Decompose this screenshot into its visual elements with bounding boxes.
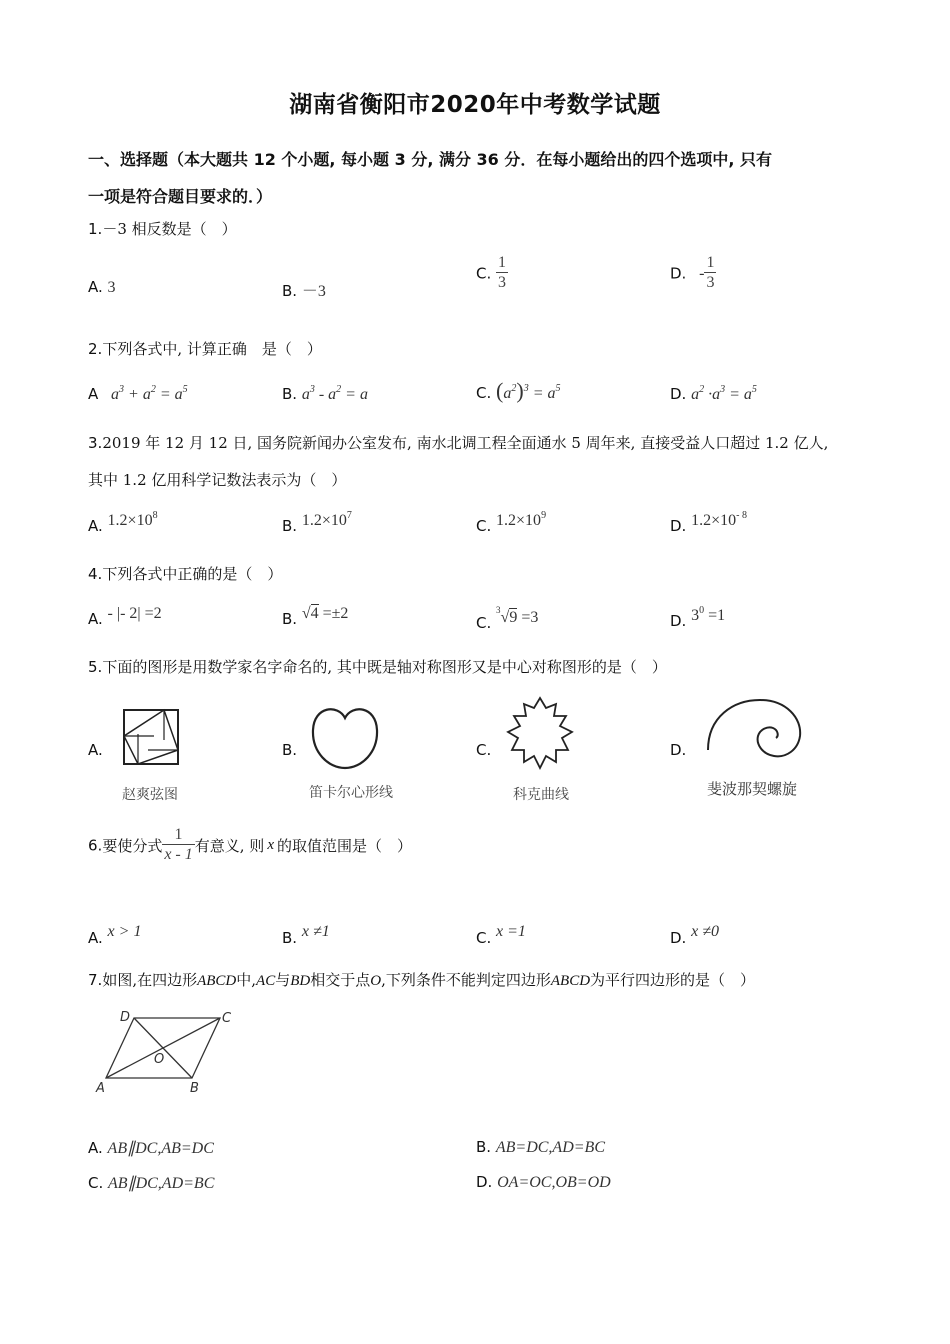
fraction-numerator: 1	[706, 254, 715, 271]
q3-option-d-exp: - 8	[736, 510, 747, 521]
q1-number: 1.	[88, 220, 103, 238]
q1-option-d-fraction	[704, 254, 716, 293]
radicand: 4	[310, 605, 319, 622]
q3-option-c-exp: 9	[541, 510, 547, 521]
q7-text-1: 如图,在四边形	[102, 971, 198, 989]
q3-number: 3.	[88, 434, 103, 452]
q4-option-b-label: B.	[282, 610, 298, 628]
q6-fraction	[162, 826, 194, 865]
q7-stem	[88, 969, 755, 990]
q6-variable: x	[267, 837, 274, 853]
q4-text: 下列各式中正确的是（ ）	[102, 565, 283, 583]
section-header-line2: 一项是符合题目要求的．）	[88, 187, 273, 206]
q3-option-d-expr	[691, 512, 747, 529]
q4-option-b-rest: =±2	[318, 605, 349, 622]
q4-option-c-rest: =3	[517, 609, 539, 626]
fraction-denominator: x - 1	[164, 846, 193, 863]
q6-option-c-label: C.	[476, 929, 492, 947]
q3-option-b-expr	[302, 512, 352, 529]
q2-option-a[interactable]	[88, 384, 188, 404]
q3-option-a[interactable]	[88, 510, 158, 535]
vertex-label-d: D	[120, 1010, 131, 1025]
q7-abcd-2: ABCD	[550, 973, 591, 989]
q7-option-d-label: D.	[476, 1173, 493, 1191]
q4-option-c-expr: $^3$√9 =3	[496, 605, 539, 626]
q1-option-d[interactable]	[670, 254, 716, 293]
q6-text-end: 的取值范围是（ ）	[276, 837, 412, 855]
q3-option-d[interactable]	[670, 510, 747, 535]
q4-option-d[interactable]	[670, 605, 725, 630]
q7-text-6: 为平行四边形的是（ ）	[590, 971, 756, 989]
q7-option-a-expr: AB∥DC,AB=DC	[107, 1140, 214, 1157]
q7-number: 7.	[88, 971, 103, 989]
q5-stem	[88, 656, 667, 677]
fraction-numerator: 1	[498, 254, 507, 271]
q4-option-c-label: C.	[476, 614, 492, 632]
q3-option-c-base: 1.2×10	[496, 512, 542, 529]
q6-option-d[interactable]	[670, 923, 719, 947]
q5-option-b-label[interactable]: B.	[282, 741, 298, 759]
vertex-label-b: B	[190, 1081, 199, 1096]
q5-option-d-caption: 斐波那契螺旋	[706, 780, 797, 798]
diagonal-bd	[134, 1018, 192, 1078]
q4-number: 4.	[88, 565, 103, 583]
q6-option-a-expr: x > 1	[107, 923, 142, 940]
q5-option-c-caption: 科克曲线	[513, 787, 569, 803]
q3-option-c-label: C.	[476, 517, 492, 535]
root-index: 3	[496, 605, 501, 615]
q2-option-c-label: C.	[476, 384, 492, 402]
q3-stem-line2: 其中 1.2 亿用科学记数法表示为（ ）	[88, 471, 347, 489]
q1-option-a[interactable]	[88, 278, 116, 297]
q6-option-d-label: D.	[670, 929, 687, 947]
q1-option-b-value: －3	[301, 283, 326, 300]
q1-option-b[interactable]	[282, 278, 326, 301]
q6-option-b-label: B.	[282, 929, 298, 947]
q6-text-pre: 要使分式	[102, 837, 163, 855]
q5-option-d-label[interactable]: D.	[670, 741, 687, 759]
q2-option-a-expr: $a^3 + a^2 = a^5$	[111, 384, 188, 403]
q1-text: －3 相反数是（ ）	[102, 220, 237, 238]
q2-option-a-label: A	[88, 385, 99, 403]
q3-option-b-base: 1.2×10	[301, 512, 347, 529]
q4-option-d-rest: =1	[704, 607, 726, 624]
page-title: 湖南省衡阳市2020年中考数学试题	[289, 92, 661, 118]
q2-text: 下列各式中, 计算正确 是（ ）	[102, 340, 322, 358]
q6-option-b[interactable]	[282, 923, 330, 947]
vertex-label-c: C	[222, 1011, 232, 1026]
q1-stem	[88, 218, 237, 239]
cardioid-figure	[308, 702, 382, 772]
q1-option-c-label: C.	[476, 264, 492, 283]
q3-option-a-exp: 8	[152, 510, 158, 521]
q7-text-5: ,下列条件不能判定四边形	[381, 971, 551, 989]
q7-text-2: 中,	[236, 971, 257, 989]
q3-option-d-label: D.	[670, 517, 687, 535]
q7-text-3: 与	[275, 971, 291, 989]
q1-option-c[interactable]	[476, 254, 508, 293]
q7-text-4: 相交于点	[310, 971, 371, 989]
q2-option-c-expr: $(a^2)^3 = a^5$	[496, 378, 561, 403]
q2-number: 2.	[88, 340, 103, 358]
q7-option-c[interactable]	[88, 1173, 214, 1193]
q2-option-d-expr: $a^2 \cdot a^3 = a^5$	[691, 384, 757, 403]
q6-option-a[interactable]	[88, 923, 141, 947]
q6-option-c-expr: x =1	[496, 923, 526, 940]
q1-option-a-label: A.	[88, 278, 103, 296]
q3-option-c[interactable]	[476, 510, 546, 535]
q7-abcd: ABCD	[197, 973, 237, 989]
q4-option-d-base: 3	[691, 607, 700, 624]
q4-option-a-label: A.	[88, 610, 103, 628]
q1-option-d-sign: -	[699, 264, 705, 282]
q7-option-a[interactable]	[88, 1138, 214, 1158]
q2-option-b[interactable]	[282, 384, 368, 404]
center-label-o: O	[154, 1052, 165, 1067]
q6-option-a-label: A.	[88, 929, 103, 947]
q4-option-b-expr: √4 =±2	[301, 605, 349, 622]
q7-option-d[interactable]	[476, 1173, 611, 1192]
q3-option-b[interactable]	[282, 510, 352, 535]
q7-option-c-label: C.	[88, 1174, 104, 1192]
q7-option-b-expr: AB=DC,AD=BC	[495, 1139, 605, 1156]
q3-option-d-base: 1.2×10	[691, 512, 737, 529]
q5-number: 5.	[88, 658, 103, 676]
q6-stem	[88, 826, 412, 865]
zhao-shuang-diagram-figure	[120, 706, 182, 768]
q3-stem-line1	[88, 432, 828, 453]
q2-option-c[interactable]	[476, 378, 560, 404]
q7-o: O	[370, 973, 382, 989]
q2-option-b-label: B.	[282, 385, 298, 403]
q4-option-b[interactable]	[282, 605, 348, 628]
q7-option-d-expr: OA=OC,OB=OD	[497, 1174, 611, 1191]
q2-option-d[interactable]	[670, 384, 757, 404]
q4-option-d-label: D.	[670, 612, 687, 630]
q5-option-a-caption: 赵爽弦图	[122, 787, 178, 803]
q5-option-a-label[interactable]: A.	[88, 741, 103, 759]
fibonacci-spiral-figure	[698, 692, 808, 762]
q6-number: 6.	[88, 836, 103, 855]
parallelogram-figure	[92, 1008, 242, 1098]
q7-option-b-label: B.	[476, 1138, 492, 1156]
q7-option-a-label: A.	[88, 1139, 103, 1157]
q6-text-post: 有意义, 则	[194, 837, 265, 855]
q1-option-b-label: B.	[282, 282, 298, 300]
fraction-denominator: 3	[706, 274, 715, 291]
q5-option-b-caption: 笛卡尔心形线	[309, 785, 393, 801]
q3-option-a-expr	[108, 512, 158, 529]
q3-option-c-expr	[496, 512, 546, 529]
q6-option-b-expr: x ≠1	[301, 923, 330, 940]
q3-option-a-base: 1.2×10	[107, 512, 153, 529]
q4-option-c[interactable]	[476, 605, 538, 632]
q3-text-line1: 2019 年 12 月 12 日, 国务院新闻办公室发布, 南水北调工程全面通水 5 周年来, 直接受益人口超过 1.2 亿人,	[102, 434, 829, 452]
q3-option-a-label: A.	[88, 517, 103, 535]
q1-option-a-value: 3	[107, 279, 116, 296]
q7-ac: AC	[256, 973, 276, 989]
radicand: 9	[509, 609, 518, 626]
fraction-numerator: 1	[174, 826, 183, 843]
q7-bd: BD	[290, 973, 311, 989]
section-header-line1: 一、选择题（本大题共 12 个小题, 每小题 3 分, 满分 36 分．在每小题给出的四个选项中, 只有	[88, 150, 773, 169]
q2-option-b-expr: $a^3 - a^2 = a$	[301, 384, 368, 403]
q1-option-c-fraction	[496, 254, 508, 293]
koch-snowflake-figure	[500, 694, 580, 774]
q6-option-d-expr: x ≠0	[691, 923, 719, 940]
q3-option-b-label: B.	[282, 517, 298, 535]
q2-stem	[88, 338, 322, 359]
q7-option-b[interactable]	[476, 1138, 605, 1157]
q5-option-c-label[interactable]: C.	[476, 741, 492, 759]
q1-option-d-label: D.	[670, 264, 687, 283]
vertex-label-a: A	[96, 1081, 105, 1096]
q4-option-a[interactable]	[88, 605, 162, 628]
q4-option-d-expr	[691, 607, 725, 624]
q2-option-d-label: D.	[670, 385, 687, 403]
q4-stem	[88, 563, 282, 584]
q3-option-b-exp: 7	[346, 510, 352, 521]
q7-option-c-expr: AB∥DC,AD=BC	[108, 1175, 215, 1192]
q4-option-d-exp: 0	[699, 605, 705, 616]
fraction-denominator: 3	[498, 274, 507, 291]
q5-text: 下面的图形是用数学家名字命名的, 其中既是轴对称图形又是中心对称图形的是（ ）	[102, 658, 667, 676]
q6-option-c[interactable]	[476, 923, 526, 947]
q4-option-a-expr: - |- 2| =2	[107, 605, 162, 622]
